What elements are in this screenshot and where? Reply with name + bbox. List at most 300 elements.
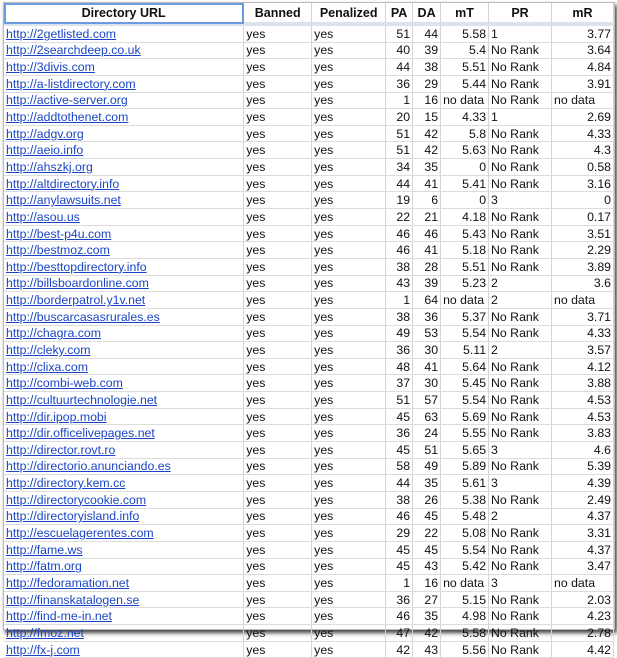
cell-penalized[interactable]: yes <box>312 508 386 525</box>
cell-mr[interactable]: 2.49 <box>552 491 614 508</box>
header-banned[interactable]: Banned <box>244 3 312 24</box>
cell-mr[interactable]: 4.39 <box>552 475 614 492</box>
cell-penalized[interactable]: yes <box>312 558 386 575</box>
cell-da[interactable]: 28 <box>413 258 441 275</box>
cell-penalized[interactable]: yes <box>312 525 386 542</box>
cell-da[interactable]: 53 <box>413 325 441 342</box>
cell-url[interactable] <box>4 125 244 142</box>
cell-url[interactable] <box>4 558 244 575</box>
cell-url[interactable] <box>4 325 244 342</box>
cell-mr[interactable]: 3.77 <box>552 24 614 42</box>
cell-mt[interactable]: 5.51 <box>441 258 489 275</box>
cell-da[interactable]: 43 <box>413 641 441 658</box>
cell-mt[interactable]: 5.54 <box>441 325 489 342</box>
cell-pa[interactable]: 36 <box>386 342 413 359</box>
cell-mr[interactable]: no data <box>552 292 614 309</box>
directory-link[interactable]: http://addtothenet.com <box>6 110 129 125</box>
cell-pr[interactable]: No Rank <box>489 608 552 625</box>
cell-mr[interactable]: 4.53 <box>552 392 614 409</box>
cell-mt[interactable]: no data <box>441 575 489 592</box>
cell-mt[interactable]: 5.08 <box>441 525 489 542</box>
cell-banned[interactable]: yes <box>244 508 312 525</box>
cell-pa[interactable]: 43 <box>386 275 413 292</box>
cell-url[interactable] <box>4 641 244 658</box>
cell-banned[interactable]: yes <box>244 425 312 442</box>
cell-pa[interactable]: 58 <box>386 458 413 475</box>
cell-url[interactable] <box>4 608 244 625</box>
cell-mr[interactable]: 4.23 <box>552 608 614 625</box>
cell-da[interactable]: 30 <box>413 342 441 359</box>
cell-da[interactable]: 24 <box>413 425 441 442</box>
cell-pr[interactable]: No Rank <box>489 541 552 558</box>
cell-pr[interactable]: No Rank <box>489 408 552 425</box>
cell-url[interactable] <box>4 591 244 608</box>
cell-mr[interactable]: 3.89 <box>552 258 614 275</box>
cell-mr[interactable]: 3.31 <box>552 525 614 542</box>
directory-link[interactable]: http://adgv.org <box>6 126 84 141</box>
cell-banned[interactable]: yes <box>244 225 312 242</box>
cell-penalized[interactable]: yes <box>312 358 386 375</box>
cell-da[interactable]: 45 <box>413 508 441 525</box>
cell-pa[interactable]: 37 <box>386 375 413 392</box>
cell-penalized[interactable]: yes <box>312 375 386 392</box>
header-mt[interactable]: mT <box>441 3 489 24</box>
cell-pa[interactable]: 46 <box>386 225 413 242</box>
cell-mr[interactable]: 3.91 <box>552 75 614 92</box>
cell-pr[interactable]: No Rank <box>489 641 552 658</box>
cell-da[interactable]: 15 <box>413 109 441 126</box>
cell-url[interactable] <box>4 159 244 176</box>
cell-url[interactable] <box>4 75 244 92</box>
cell-mt[interactable]: 5.61 <box>441 475 489 492</box>
cell-penalized[interactable]: yes <box>312 608 386 625</box>
cell-penalized[interactable]: yes <box>312 641 386 658</box>
cell-penalized[interactable]: yes <box>312 159 386 176</box>
cell-mt[interactable]: 5.38 <box>441 491 489 508</box>
cell-mr[interactable]: no data <box>552 92 614 109</box>
cell-penalized[interactable]: yes <box>312 125 386 142</box>
directory-link[interactable]: http://directorycookie.com <box>6 492 147 507</box>
cell-url[interactable] <box>4 525 244 542</box>
cell-da[interactable]: 39 <box>413 275 441 292</box>
cell-url[interactable] <box>4 308 244 325</box>
cell-pa[interactable]: 48 <box>386 358 413 375</box>
cell-pr[interactable]: 2 <box>489 342 552 359</box>
cell-url[interactable] <box>4 242 244 259</box>
cell-penalized[interactable]: yes <box>312 475 386 492</box>
cell-penalized[interactable]: yes <box>312 325 386 342</box>
directory-link[interactable]: http://2searchdeep.co.uk <box>6 43 141 58</box>
cell-mt[interactable]: 0 <box>441 159 489 176</box>
cell-mr[interactable]: 4.42 <box>552 641 614 658</box>
cell-pa[interactable]: 36 <box>386 591 413 608</box>
directory-link[interactable]: http://buscarcasasrurales.es <box>6 309 160 324</box>
cell-mr[interactable]: 4.33 <box>552 325 614 342</box>
cell-mr[interactable]: 4.84 <box>552 59 614 76</box>
cell-mr[interactable]: 3.47 <box>552 558 614 575</box>
cell-da[interactable]: 30 <box>413 375 441 392</box>
cell-penalized[interactable]: yes <box>312 275 386 292</box>
cell-da[interactable]: 16 <box>413 575 441 592</box>
directory-link[interactable]: http://cultuurtechnologie.net <box>6 392 158 407</box>
cell-url[interactable] <box>4 425 244 442</box>
cell-mr[interactable]: 4.6 <box>552 442 614 459</box>
cell-url[interactable] <box>4 209 244 226</box>
directory-link[interactable]: http://anylawsuits.net <box>6 193 121 208</box>
cell-mt[interactable]: 4.98 <box>441 608 489 625</box>
cell-mt[interactable]: 5.69 <box>441 408 489 425</box>
cell-mt[interactable]: 5.11 <box>441 342 489 359</box>
cell-pa[interactable]: 1 <box>386 292 413 309</box>
cell-pa[interactable]: 45 <box>386 558 413 575</box>
cell-url[interactable] <box>4 358 244 375</box>
cell-da[interactable]: 42 <box>413 625 441 642</box>
cell-penalized[interactable]: yes <box>312 75 386 92</box>
cell-pr[interactable]: No Rank <box>489 491 552 508</box>
cell-da[interactable]: 49 <box>413 458 441 475</box>
directory-link[interactable]: http://directoryisland.info <box>6 509 140 524</box>
cell-penalized[interactable]: yes <box>312 625 386 642</box>
cell-pa[interactable]: 40 <box>386 42 413 59</box>
cell-url[interactable] <box>4 408 244 425</box>
cell-url[interactable] <box>4 442 244 459</box>
cell-banned[interactable]: yes <box>244 242 312 259</box>
cell-mt[interactable]: 5.58 <box>441 24 489 42</box>
cell-da[interactable]: 35 <box>413 608 441 625</box>
cell-url[interactable] <box>4 258 244 275</box>
cell-mt[interactable]: 5.54 <box>441 541 489 558</box>
directory-link[interactable]: http://aeio.info <box>6 143 84 158</box>
cell-mt[interactable]: 4.18 <box>441 209 489 226</box>
cell-penalized[interactable]: yes <box>312 192 386 209</box>
directory-link[interactable]: http://fatm.org <box>6 559 82 574</box>
cell-pa[interactable]: 38 <box>386 491 413 508</box>
cell-da[interactable]: 45 <box>413 541 441 558</box>
cell-pa[interactable]: 29 <box>386 525 413 542</box>
cell-da[interactable]: 39 <box>413 42 441 59</box>
cell-pr[interactable]: No Rank <box>489 558 552 575</box>
directory-link[interactable]: http://cleky.com <box>6 342 91 357</box>
cell-pa[interactable]: 36 <box>386 75 413 92</box>
directory-link[interactable]: http://active-server.org <box>6 93 128 108</box>
cell-penalized[interactable]: yes <box>312 92 386 109</box>
directory-link[interactable]: http://asou.us <box>6 209 80 224</box>
cell-pr[interactable]: 2 <box>489 508 552 525</box>
cell-mr[interactable]: 4.37 <box>552 508 614 525</box>
directory-link[interactable]: http://ahszkj.org <box>6 159 93 174</box>
cell-penalized[interactable]: yes <box>312 175 386 192</box>
cell-pr[interactable]: 1 <box>489 24 552 42</box>
cell-penalized[interactable]: yes <box>312 342 386 359</box>
cell-url[interactable] <box>4 392 244 409</box>
cell-penalized[interactable]: yes <box>312 392 386 409</box>
cell-mt[interactable]: 5.51 <box>441 59 489 76</box>
cell-mr[interactable]: 3.6 <box>552 275 614 292</box>
cell-mr[interactable]: 2.69 <box>552 109 614 126</box>
cell-da[interactable]: 64 <box>413 292 441 309</box>
cell-banned[interactable]: yes <box>244 308 312 325</box>
cell-penalized[interactable]: yes <box>312 109 386 126</box>
cell-mr[interactable]: 0 <box>552 192 614 209</box>
directory-link[interactable]: http://combi-web.com <box>6 376 123 391</box>
cell-penalized[interactable]: yes <box>312 591 386 608</box>
cell-da[interactable]: 21 <box>413 209 441 226</box>
cell-mt[interactable]: 0 <box>441 192 489 209</box>
cell-pa[interactable]: 51 <box>386 142 413 159</box>
cell-url[interactable] <box>4 375 244 392</box>
cell-penalized[interactable]: yes <box>312 24 386 42</box>
directory-link[interactable]: http://2getlisted.com <box>6 26 117 41</box>
directory-link[interactable]: http://billsboardonline.com <box>6 276 149 291</box>
cell-mt[interactable]: 5.42 <box>441 558 489 575</box>
cell-penalized[interactable]: yes <box>312 59 386 76</box>
cell-da[interactable]: 38 <box>413 59 441 76</box>
cell-pr[interactable]: No Rank <box>489 392 552 409</box>
directory-link[interactable]: http://clixa.com <box>6 359 89 374</box>
cell-pr[interactable]: No Rank <box>489 209 552 226</box>
cell-url[interactable] <box>4 275 244 292</box>
header-pr[interactable]: PR <box>489 3 552 24</box>
cell-da[interactable]: 57 <box>413 392 441 409</box>
cell-mt[interactable]: 5.23 <box>441 275 489 292</box>
header-mr[interactable]: mR <box>552 3 614 24</box>
cell-mt[interactable]: 5.43 <box>441 225 489 242</box>
cell-banned[interactable]: yes <box>244 159 312 176</box>
cell-mr[interactable]: 2.29 <box>552 242 614 259</box>
cell-pa[interactable]: 45 <box>386 541 413 558</box>
cell-mr[interactable]: 0.17 <box>552 209 614 226</box>
cell-da[interactable]: 63 <box>413 408 441 425</box>
cell-pa[interactable]: 44 <box>386 475 413 492</box>
cell-da[interactable]: 41 <box>413 358 441 375</box>
cell-banned[interactable]: yes <box>244 59 312 76</box>
header-da[interactable]: DA <box>413 3 441 24</box>
directory-link[interactable]: http://dir.ipop.mobi <box>6 409 107 424</box>
cell-mt[interactable]: 5.4 <box>441 42 489 59</box>
cell-url[interactable] <box>4 575 244 592</box>
directory-link[interactable]: http://fx-j.com <box>6 642 80 657</box>
cell-pa[interactable]: 51 <box>386 24 413 42</box>
cell-banned[interactable]: yes <box>244 125 312 142</box>
cell-pa[interactable]: 20 <box>386 109 413 126</box>
cell-mr[interactable]: 4.37 <box>552 541 614 558</box>
cell-pr[interactable]: No Rank <box>489 159 552 176</box>
directory-link[interactable]: http://escuelagerentes.com <box>6 526 154 541</box>
cell-da[interactable]: 26 <box>413 491 441 508</box>
cell-banned[interactable]: yes <box>244 375 312 392</box>
cell-pr[interactable]: 1 <box>489 109 552 126</box>
cell-mr[interactable]: 3.83 <box>552 425 614 442</box>
directory-link[interactable]: http://altdirectory.info <box>6 176 120 191</box>
cell-banned[interactable]: yes <box>244 625 312 642</box>
cell-pr[interactable]: No Rank <box>489 92 552 109</box>
cell-url[interactable] <box>4 59 244 76</box>
cell-da[interactable]: 35 <box>413 159 441 176</box>
cell-pr[interactable]: No Rank <box>489 258 552 275</box>
cell-pr[interactable]: 3 <box>489 575 552 592</box>
cell-mr[interactable]: 2.03 <box>552 591 614 608</box>
cell-banned[interactable]: yes <box>244 92 312 109</box>
cell-pa[interactable]: 19 <box>386 192 413 209</box>
cell-pa[interactable]: 38 <box>386 258 413 275</box>
cell-mt[interactable]: 5.45 <box>441 375 489 392</box>
cell-banned[interactable]: yes <box>244 292 312 309</box>
cell-da[interactable]: 44 <box>413 24 441 42</box>
cell-pa[interactable]: 47 <box>386 625 413 642</box>
cell-banned[interactable]: yes <box>244 358 312 375</box>
cell-penalized[interactable]: yes <box>312 541 386 558</box>
cell-banned[interactable]: yes <box>244 475 312 492</box>
cell-penalized[interactable]: yes <box>312 258 386 275</box>
cell-url[interactable] <box>4 225 244 242</box>
cell-pr[interactable]: No Rank <box>489 625 552 642</box>
cell-pr[interactable]: No Rank <box>489 59 552 76</box>
directory-link[interactable]: http://borderpatrol.y1v.net <box>6 293 146 308</box>
directory-link[interactable]: http://director.rovt.ro <box>6 442 116 457</box>
cell-banned[interactable]: yes <box>244 558 312 575</box>
cell-url[interactable] <box>4 342 244 359</box>
cell-pr[interactable]: No Rank <box>489 525 552 542</box>
cell-mt[interactable]: 5.55 <box>441 425 489 442</box>
cell-pa[interactable]: 45 <box>386 408 413 425</box>
cell-mt[interactable]: 5.37 <box>441 308 489 325</box>
cell-banned[interactable]: yes <box>244 392 312 409</box>
cell-mt[interactable]: 4.33 <box>441 109 489 126</box>
cell-da[interactable]: 42 <box>413 125 441 142</box>
cell-pr[interactable]: No Rank <box>489 358 552 375</box>
cell-pr[interactable]: No Rank <box>489 325 552 342</box>
cell-banned[interactable]: yes <box>244 491 312 508</box>
directory-link[interactable]: http://directorio.anunciando.es <box>6 459 171 474</box>
cell-da[interactable]: 46 <box>413 225 441 242</box>
cell-mr[interactable]: 4.33 <box>552 125 614 142</box>
cell-penalized[interactable]: yes <box>312 491 386 508</box>
cell-pr[interactable]: No Rank <box>489 125 552 142</box>
cell-penalized[interactable]: yes <box>312 142 386 159</box>
header-pa[interactable]: PA <box>386 3 413 24</box>
cell-mt[interactable]: 5.8 <box>441 125 489 142</box>
cell-mt[interactable]: no data <box>441 292 489 309</box>
directory-link[interactable]: http://a-listdirectory.com <box>6 76 136 91</box>
cell-banned[interactable]: yes <box>244 541 312 558</box>
cell-mr[interactable]: 2.78 <box>552 625 614 642</box>
cell-pr[interactable]: No Rank <box>489 225 552 242</box>
cell-banned[interactable]: yes <box>244 442 312 459</box>
cell-da[interactable]: 35 <box>413 475 441 492</box>
cell-banned[interactable]: yes <box>244 575 312 592</box>
cell-mt[interactable]: no data <box>441 92 489 109</box>
cell-penalized[interactable]: yes <box>312 242 386 259</box>
cell-url[interactable] <box>4 625 244 642</box>
cell-url[interactable] <box>4 109 244 126</box>
directory-link[interactable]: http://besttopdirectory.info <box>6 259 147 274</box>
cell-penalized[interactable]: yes <box>312 292 386 309</box>
cell-mr[interactable]: 3.16 <box>552 175 614 192</box>
cell-banned[interactable]: yes <box>244 258 312 275</box>
cell-banned[interactable]: yes <box>244 42 312 59</box>
cell-banned[interactable]: yes <box>244 408 312 425</box>
directory-link[interactable]: http://dir.officelivepages.net <box>6 426 155 441</box>
header-penalized[interactable]: Penalized <box>312 3 386 24</box>
cell-mr[interactable]: 4.3 <box>552 142 614 159</box>
cell-da[interactable]: 41 <box>413 175 441 192</box>
cell-banned[interactable]: yes <box>244 458 312 475</box>
cell-pr[interactable]: No Rank <box>489 308 552 325</box>
cell-banned[interactable]: yes <box>244 24 312 42</box>
cell-mr[interactable]: no data <box>552 575 614 592</box>
cell-da[interactable]: 36 <box>413 308 441 325</box>
cell-da[interactable]: 29 <box>413 75 441 92</box>
cell-da[interactable]: 22 <box>413 525 441 542</box>
cell-da[interactable]: 16 <box>413 92 441 109</box>
directory-link[interactable]: http://best-p4u.com <box>6 226 112 241</box>
cell-pr[interactable]: No Rank <box>489 458 552 475</box>
cell-banned[interactable]: yes <box>244 142 312 159</box>
cell-url[interactable] <box>4 92 244 109</box>
cell-banned[interactable]: yes <box>244 342 312 359</box>
cell-penalized[interactable]: yes <box>312 408 386 425</box>
cell-pa[interactable]: 51 <box>386 392 413 409</box>
cell-mr[interactable]: 0.58 <box>552 159 614 176</box>
cell-mt[interactable]: 5.44 <box>441 75 489 92</box>
cell-banned[interactable]: yes <box>244 608 312 625</box>
cell-pa[interactable]: 1 <box>386 92 413 109</box>
cell-mt[interactable]: 5.58 <box>441 625 489 642</box>
directory-link[interactable]: http://fame.ws <box>6 542 83 557</box>
cell-mr[interactable]: 3.71 <box>552 308 614 325</box>
cell-banned[interactable]: yes <box>244 275 312 292</box>
cell-da[interactable]: 43 <box>413 558 441 575</box>
cell-banned[interactable]: yes <box>244 591 312 608</box>
cell-penalized[interactable]: yes <box>312 425 386 442</box>
cell-pr[interactable]: No Rank <box>489 425 552 442</box>
cell-penalized[interactable]: yes <box>312 575 386 592</box>
cell-pa[interactable]: 46 <box>386 608 413 625</box>
cell-mt[interactable]: 5.41 <box>441 175 489 192</box>
cell-mt[interactable]: 5.63 <box>441 142 489 159</box>
cell-penalized[interactable]: yes <box>312 42 386 59</box>
cell-mt[interactable]: 5.65 <box>441 442 489 459</box>
cell-mr[interactable]: 3.88 <box>552 375 614 392</box>
cell-pr[interactable]: 3 <box>489 475 552 492</box>
cell-mr[interactable]: 3.57 <box>552 342 614 359</box>
cell-banned[interactable]: yes <box>244 192 312 209</box>
cell-pa[interactable]: 49 <box>386 325 413 342</box>
cell-pa[interactable]: 34 <box>386 159 413 176</box>
cell-mt[interactable]: 5.64 <box>441 358 489 375</box>
cell-url[interactable] <box>4 475 244 492</box>
directory-link[interactable]: http://bestmoz.com <box>6 243 110 258</box>
cell-pa[interactable]: 46 <box>386 242 413 259</box>
cell-url[interactable] <box>4 292 244 309</box>
cell-banned[interactable]: yes <box>244 109 312 126</box>
cell-pr[interactable]: No Rank <box>489 591 552 608</box>
cell-pr[interactable]: No Rank <box>489 75 552 92</box>
cell-mr[interactable]: 4.53 <box>552 408 614 425</box>
cell-banned[interactable]: yes <box>244 325 312 342</box>
cell-banned[interactable]: yes <box>244 525 312 542</box>
cell-pa[interactable]: 42 <box>386 641 413 658</box>
directory-link[interactable]: http://fedoramation.net <box>6 575 130 590</box>
cell-da[interactable]: 6 <box>413 192 441 209</box>
directory-link[interactable]: http://chagra.com <box>6 326 102 341</box>
directory-link[interactable]: http://directory.kem.cc <box>6 476 126 491</box>
cell-penalized[interactable]: yes <box>312 458 386 475</box>
cell-pr[interactable]: 3 <box>489 442 552 459</box>
cell-mt[interactable]: 5.48 <box>441 508 489 525</box>
cell-pa[interactable]: 22 <box>386 209 413 226</box>
cell-pr[interactable]: No Rank <box>489 42 552 59</box>
